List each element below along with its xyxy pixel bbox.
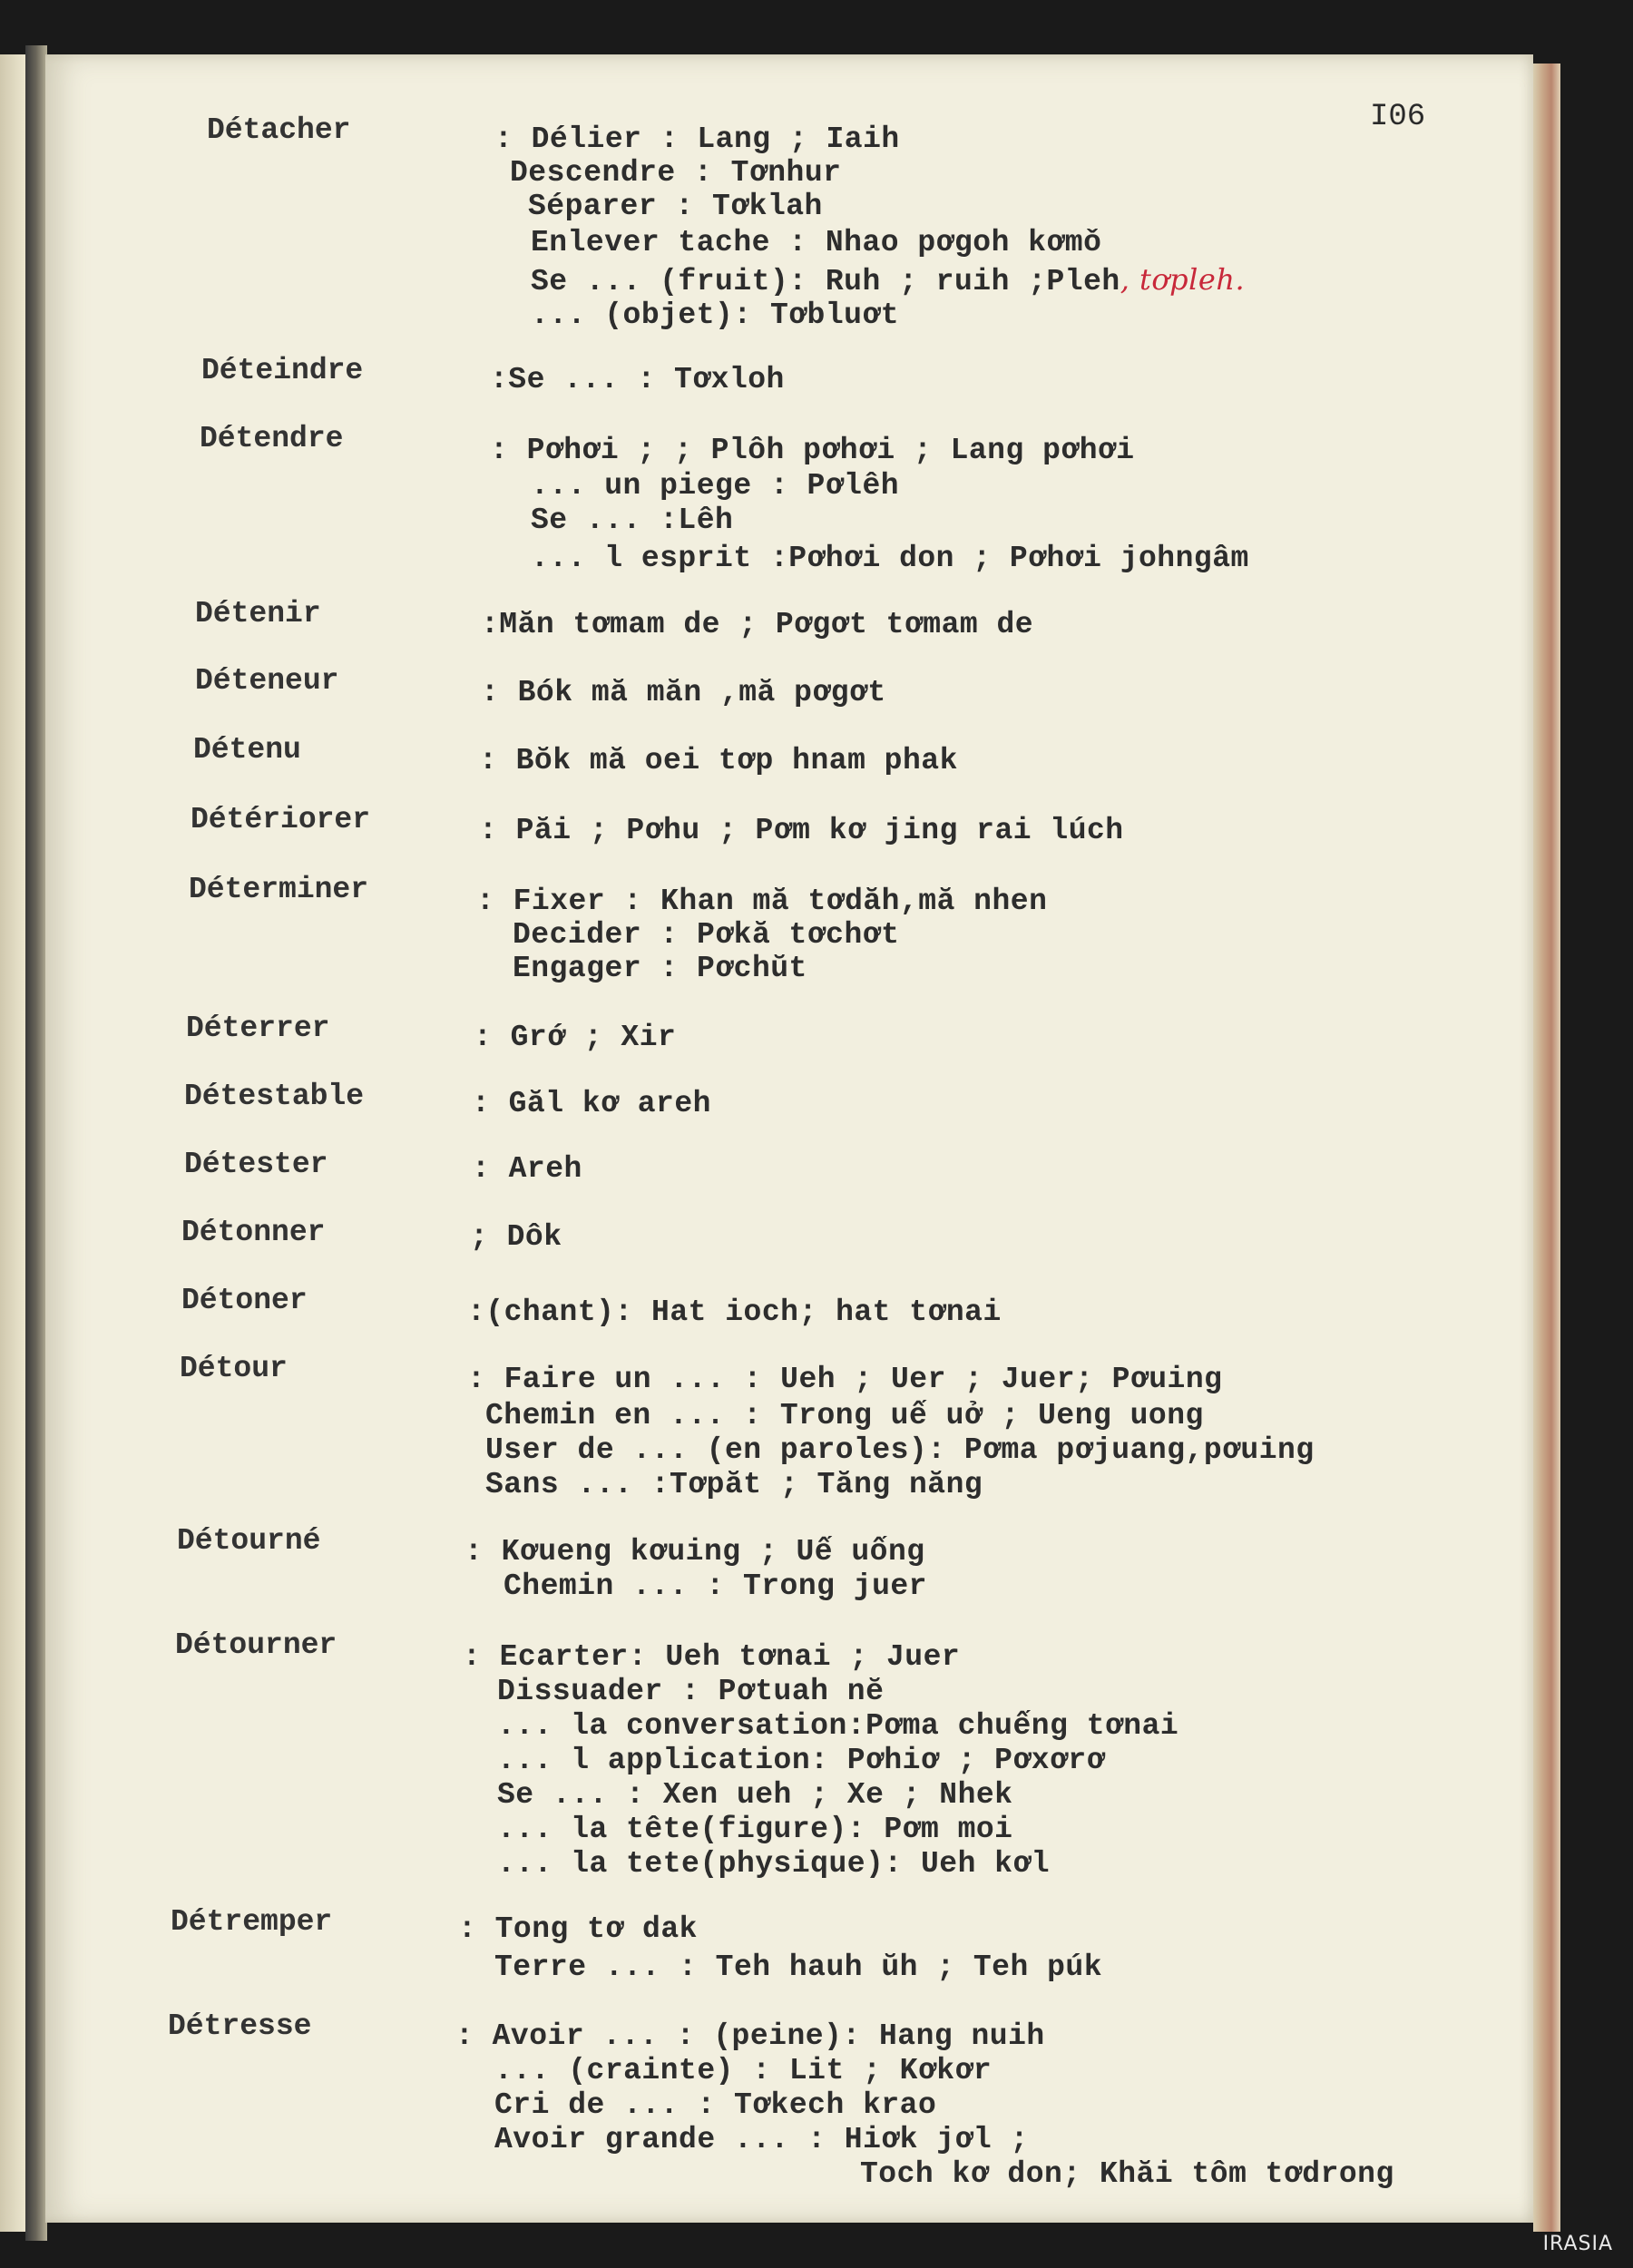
definition-line: Cri de ... : Tơkech krao — [494, 2088, 937, 2122]
definition-line: Terre ... : Teh hauh ŭh ; Teh púk — [494, 1950, 1103, 1984]
definition-line — [531, 262, 1245, 298]
definition-text: Se ... (fruit): Ruh ; ruih ;Pleh — [531, 265, 1120, 298]
entry-term: Détourné — [177, 1524, 321, 1558]
definition-line: :(chant): Hat ioch; hat tơnai — [467, 1295, 1002, 1329]
definition-line: : Bŏk mă oei tơp hnam phak — [479, 744, 958, 777]
definition-line: ... la tete(physique): Ueh kơl — [497, 1847, 1051, 1881]
definition-line: : Tong tơ dak — [458, 1912, 698, 1946]
definition-line: : Găl kơ areh — [472, 1087, 711, 1120]
entry-term: Détour — [180, 1352, 288, 1385]
definition-line: :Se ... : Tơxloh — [490, 363, 785, 396]
entry-term: Détresse — [168, 2009, 312, 2043]
handwritten-annotation: , tơpleh. — [1120, 262, 1246, 297]
entry-term: Déterminer — [189, 873, 369, 906]
entry-term: Détenu — [193, 733, 301, 767]
entry-term: Déteindre — [201, 354, 364, 387]
definition-line: Enlever tache : Nhao pơgoh kơmǒ — [531, 226, 1102, 259]
definition-line: ; Dôk — [470, 1220, 562, 1254]
definition-line: Dissuader : Pơtuah nĕ — [497, 1675, 885, 1708]
definition-line: Avoir grande ... : Hiơk jơl ; — [494, 2123, 1029, 2156]
entry-term: Détremper — [171, 1905, 333, 1939]
entry-term: Détourner — [175, 1628, 337, 1662]
definition-line: : Păi ; Pơhu ; Pơm kơ jing rai lúch — [479, 814, 1124, 847]
entry-term: Détendre — [200, 422, 344, 455]
definition-line: : Faire un ... : Ueh ; Uer ; Juer; Pơuing — [467, 1363, 1223, 1396]
entry-term: Détenir — [195, 597, 321, 631]
definition-line: ... l esprit :Pơhơi don ; Pơhơi johngâm — [531, 542, 1249, 575]
page-edge — [1533, 64, 1560, 2232]
entry-term: Détoner — [181, 1284, 308, 1317]
entry-term: Détester — [184, 1148, 328, 1181]
entry-term: Détestable — [184, 1080, 365, 1113]
definition-line: : Délier : Lang ; Iaih — [494, 122, 900, 156]
definition-line: : Avoir ... : (peine): Hang nuih — [455, 2019, 1045, 2053]
definition-line: Sans ... :Tơpăt ; Tăng năng — [485, 1468, 983, 1501]
definition-line: User de ... (en paroles): Pơma pơjuang,pơuing — [485, 1433, 1315, 1467]
definition-line: Descendre : Tơnhur — [510, 156, 842, 190]
definition-line: Séparer : Tơklah — [528, 190, 823, 223]
definition-line: Chemin ... : Trong juer — [504, 1569, 927, 1603]
definition-line: Chemin en ... : Trong uế uở ; Ueng uong — [485, 1399, 1204, 1432]
definition-line: :Măn tơmam de ; Pơgơt tơmam de — [481, 608, 1034, 641]
definition-line: : Bók mă măn ,mă pơgơt — [481, 676, 886, 709]
definition-line: : Grớ ; Xir — [474, 1021, 677, 1054]
watermark: IRASIA — [1542, 2233, 1613, 2255]
definition-line: : Fixer : Khan mă tơdăh,mă nhen — [476, 885, 1048, 918]
definition-line: ... la tête(figure): Pơm moi — [497, 1813, 1013, 1846]
definition-line: Se ... :Lêh — [531, 503, 734, 537]
definition-line: : Areh — [472, 1152, 582, 1186]
definition-line: ... l application: Pơhiơ ; Pơxơrơ — [497, 1744, 1106, 1777]
definition-line: ... la conversation:Pơma chuếng tơnai — [497, 1709, 1179, 1743]
page-number: I06 — [1370, 100, 1426, 134]
entry-term: Détacher — [207, 113, 351, 147]
entry-term: Déterrer — [186, 1012, 330, 1045]
definition-line: Decider : Pơkă tơchơt — [513, 918, 900, 952]
definition-line: Engager : Pơchŭt — [513, 952, 807, 985]
definition-line: Se ... : Xen ueh ; Xe ; Nhek — [497, 1778, 1013, 1812]
definition-line: Toch kơ don; Khăi tôm tơdrong — [860, 2157, 1394, 2191]
binding-gutter — [25, 45, 47, 2241]
definition-line: ... (crainte) : Lit ; Kơkơr — [494, 2054, 993, 2087]
entry-term: Déteneur — [195, 664, 339, 698]
definition-line: : Kơueng kơuing ; Uế uống — [464, 1535, 925, 1569]
entry-term: Détonner — [181, 1216, 326, 1249]
definition-line: : Ecarter: Ueh tơnai ; Juer — [463, 1640, 961, 1674]
definition-line: ... un piege : Pơlêh — [531, 469, 900, 503]
definition-line: ... (objet): Tơbluơt — [531, 298, 900, 332]
left-page-strip — [0, 54, 25, 2232]
entry-term: Détériorer — [191, 803, 371, 836]
definition-line: : Pơhơi ; ; Plôh pơhơi ; Lang pơhơi — [490, 434, 1135, 467]
